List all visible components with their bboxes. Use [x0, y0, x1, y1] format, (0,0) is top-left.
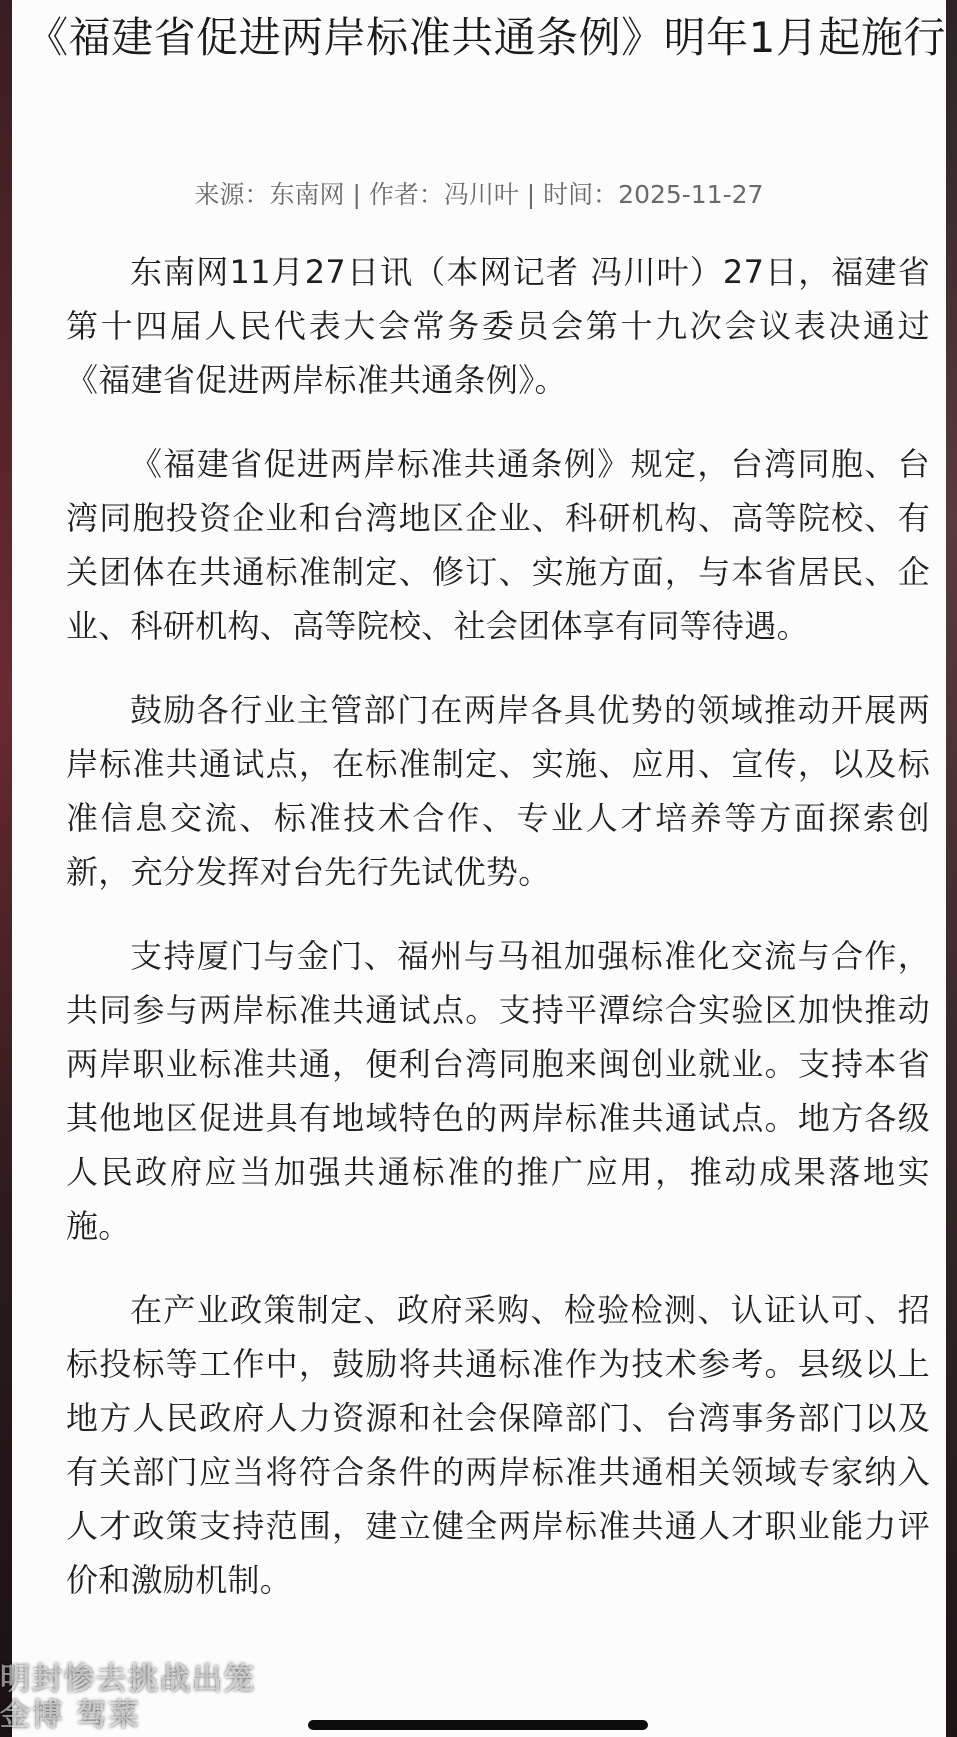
home-indicator-bar[interactable]: [308, 1720, 648, 1730]
paragraph-1: 东南网11月27日讯（本网记者 冯川叶）27日，福建省第十四届人民代表大会常务委员会第十九次会议表决通过《福建省促进两岸标准共通条例》。: [66, 253, 930, 399]
watermark-line-2: 金博 驾菜: [0, 1698, 141, 1733]
paragraph-4: 支持厦门与金门、福州与马祖加强标准化交流与合作，共同参与两岸标准共通试点。支持平潭综合实验区加快推动两岸职业标准共通，便利台湾同胞来闽创业就业。支持本省其他地区促进具有地域特色的两岸标准共通试点。地方各级人民政府应当加强共通标准的推广应用，推动成果落地实施。: [66, 937, 930, 1245]
photo-edge-right: [946, 0, 957, 1737]
photo-edge-left: [0, 0, 12, 1737]
article-body: [66, 245, 930, 1637]
article-page: [12, 0, 946, 1737]
paragraph-3: 鼓励各行业主管部门在两岸各具优势的领域推动开展两岸标准共通试点，在标准制定、实施、应用、宣传，以及标准信息交流、标准技术合作、专业人才培养等方面探索创新，充分发挥对台先行先试优势。: [66, 691, 930, 891]
paragraph-5: 在产业政策制定、政府采购、检验检测、认证认可、招标投标等工作中，鼓励将共通标准作为技术参考。县级以上地方人民政府人力资源和社会保障部门、台湾事务部门以及有关部门应当将符合条件的两岸标准共通相关领域专家纳入人才政策支持范围，建立健全两岸标准共通人才职业能力评价和激励机制。: [66, 1291, 930, 1599]
watermark-line-1: 明封惨去挑战出笼: [0, 1662, 256, 1697]
article-meta: 来源：东南网 | 作者：冯川叶 | 时间：2025-11-27: [194, 180, 764, 209]
article-title: 《福建省促进两岸标准共通条例》明年1月起施行: [26, 13, 946, 62]
paragraph-2: 《福建省促进两岸标准共通条例》规定，台湾同胞、台湾同胞投资企业和台湾地区企业、科研机构、高等院校、有关团体在共通标准制定、修订、实施方面，与本省居民、企业、科研机构、高等院校、社会团体享有同等待遇。: [66, 445, 930, 645]
